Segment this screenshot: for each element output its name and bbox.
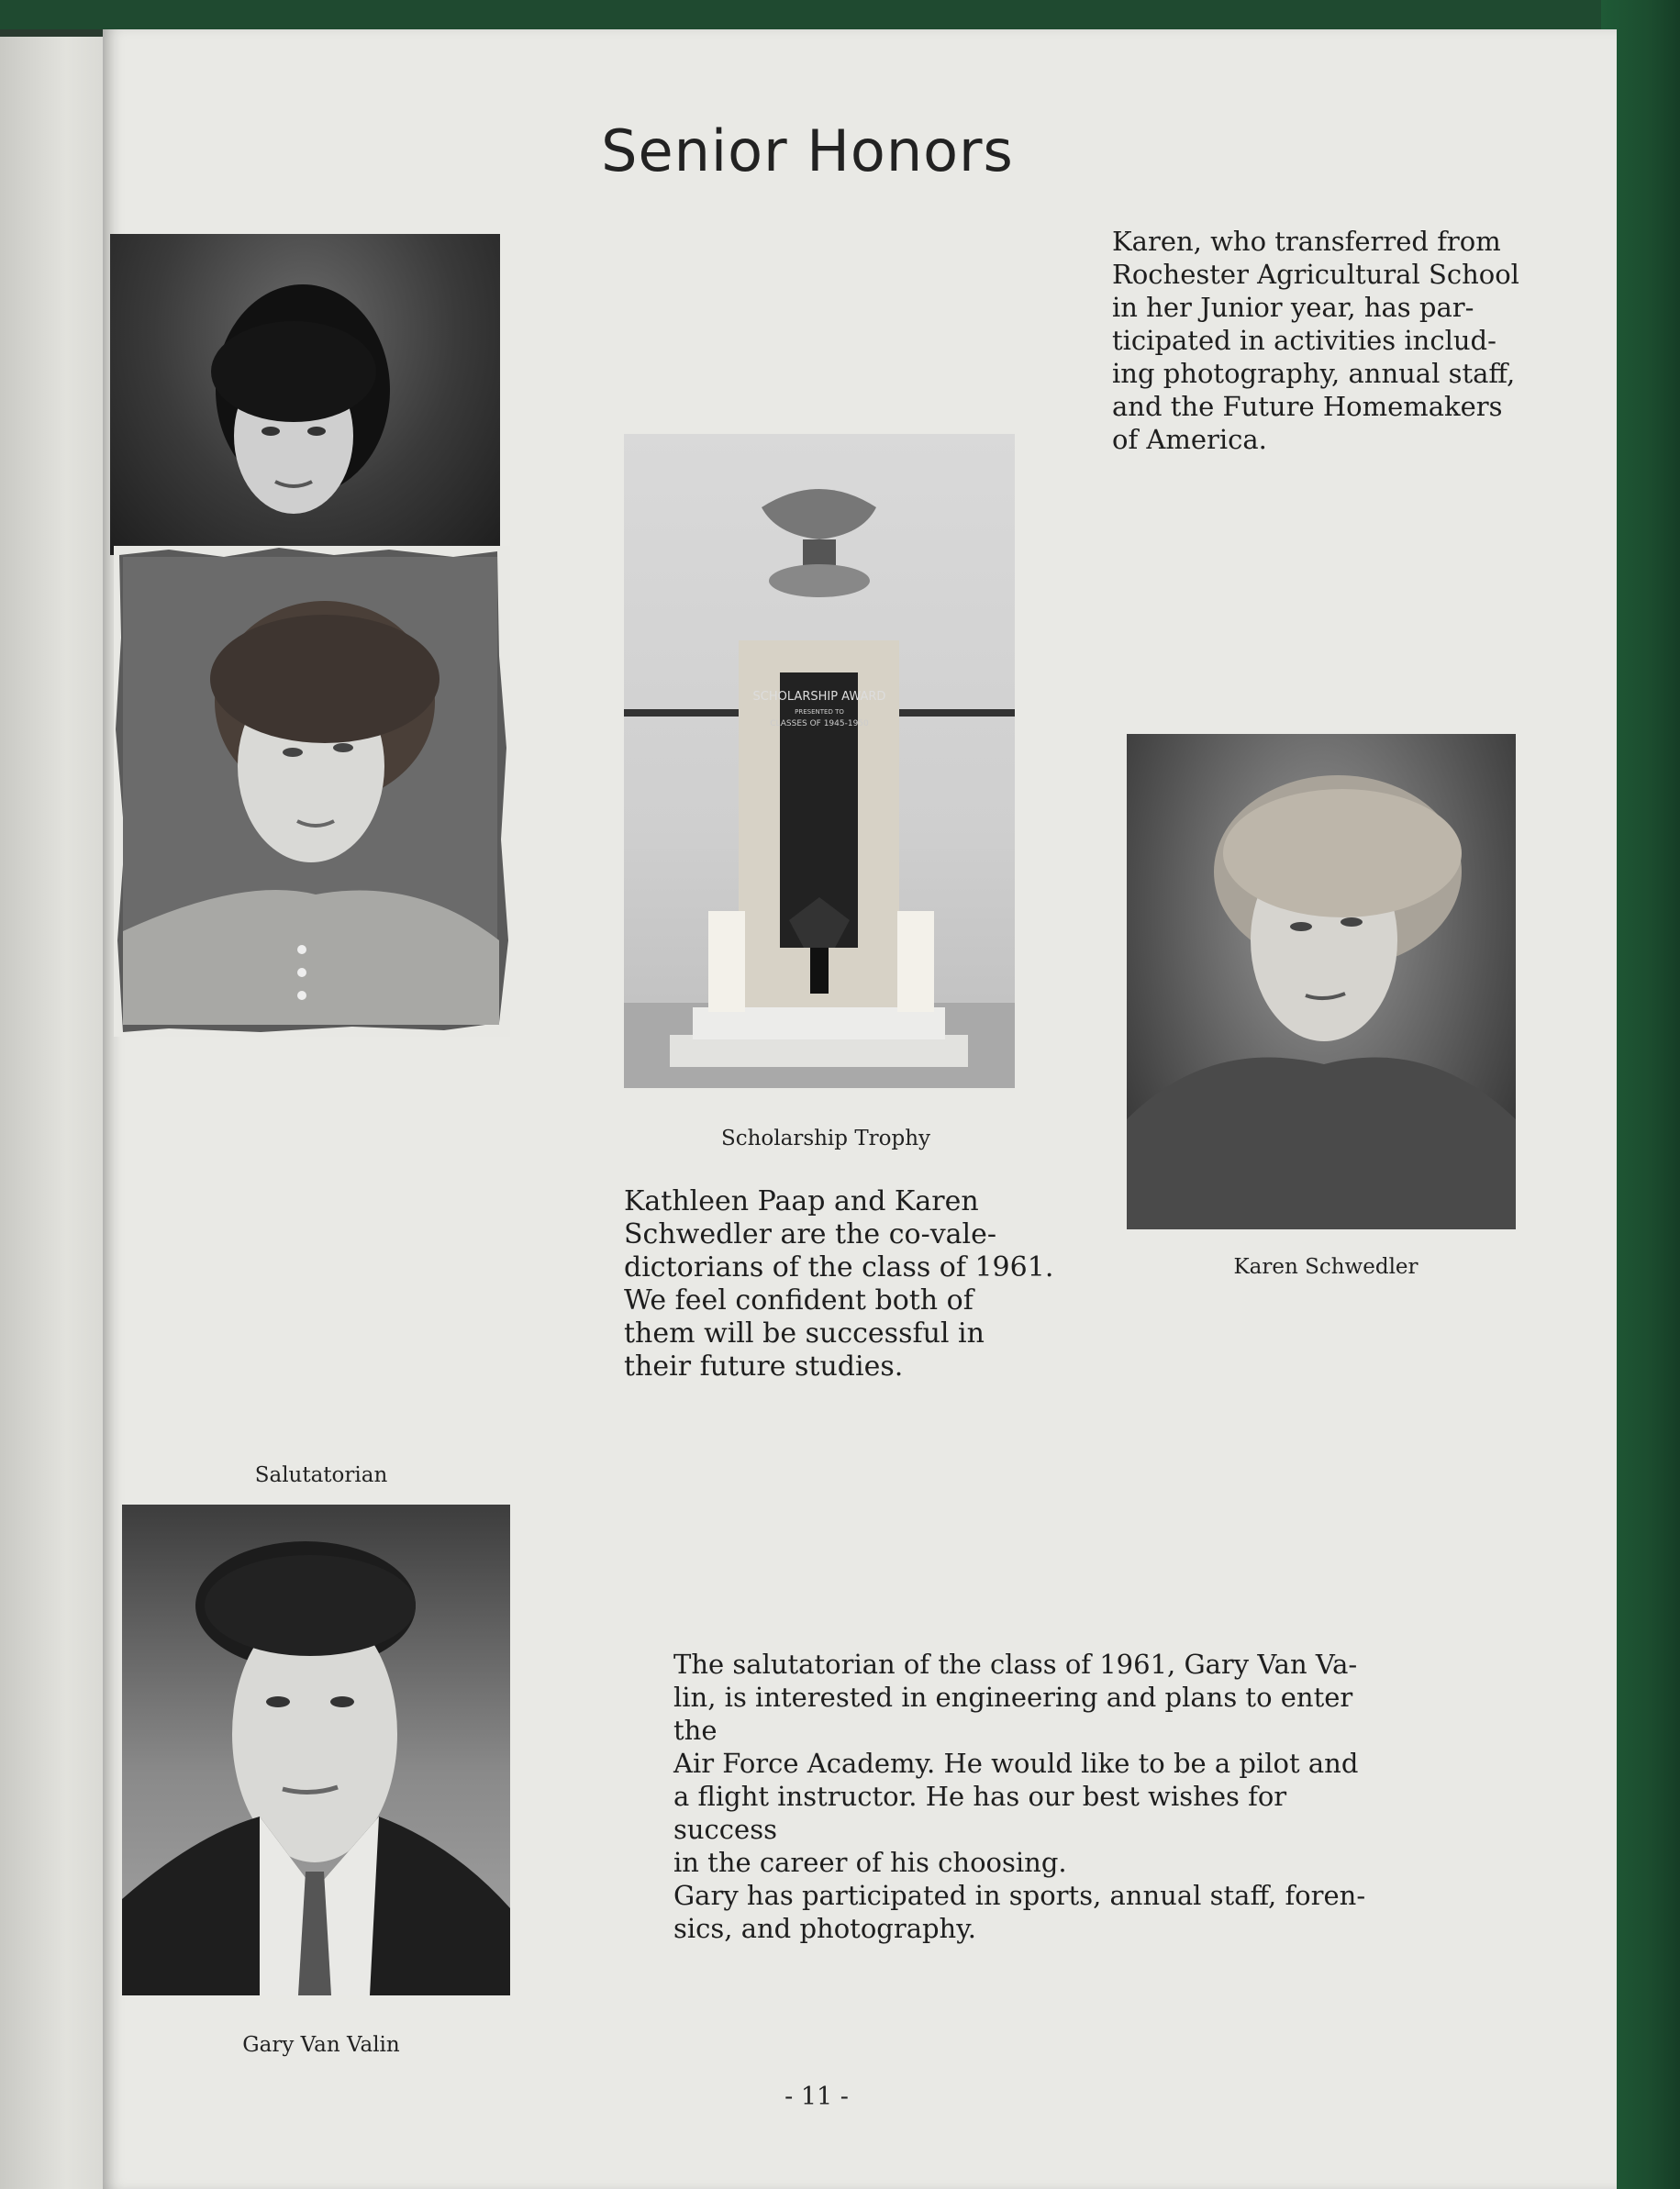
- facing-page-edge: [0, 37, 110, 2189]
- portrait-photo-top: [110, 234, 500, 555]
- gary-caption: Gary Van Valin: [242, 2033, 400, 2057]
- karen-caption: Karen Schwedler: [1233, 1255, 1419, 1279]
- gary-portrait-photo: [122, 1505, 510, 1995]
- text-line: sics, and photography.: [673, 1913, 976, 1944]
- text-line: The salutatorian of the class of 1961, Gary Van Va-: [673, 1649, 1358, 1680]
- cover-top-edge: [0, 0, 1680, 29]
- portrait-illustration: [122, 1505, 510, 1995]
- portrait-photo-torn: [114, 546, 510, 1037]
- portrait-illustration: [114, 546, 510, 1037]
- text-line: their future studies.: [624, 1350, 904, 1383]
- plaque-sub: PRESENTED TO: [795, 708, 844, 716]
- text-line: lin, is interested in engineering and plans to enter the: [673, 1682, 1353, 1746]
- trophy-illustration: [624, 434, 1015, 1088]
- text-line: Air Force Academy. He would like to be a pilot and: [673, 1748, 1359, 1779]
- text-line: ing photography, annual staff,: [1112, 358, 1516, 389]
- page-title: Senior Honors: [601, 117, 1014, 184]
- covaledictorians-text: [624, 1185, 1055, 1383]
- text-line: dictorians of the class of 1961.: [624, 1251, 1054, 1283]
- salutatorian-label: Salutatorian: [254, 1463, 388, 1487]
- text-line: in the career of his choosing.: [673, 1847, 1067, 1878]
- text-line: Karen, who transferred from: [1112, 226, 1501, 257]
- text-line: Kathleen Paap and Karen: [624, 1185, 979, 1217]
- portrait-illustration: [110, 234, 500, 555]
- karen-portrait-photo: [1127, 734, 1516, 1229]
- text-line: Rochester Agricultural School: [1112, 259, 1519, 290]
- text-line: a flight instructor. He has our best wishes for success: [673, 1781, 1287, 1845]
- trophy-photo: [624, 434, 1015, 1088]
- trophy-caption: Scholarship Trophy: [720, 1127, 931, 1150]
- text-line: ticipated in activities includ-: [1112, 325, 1496, 356]
- text-line: in her Junior year, has par-: [1112, 292, 1474, 323]
- plaque-heading: SCHOLARSHIP AWARD: [752, 690, 886, 704]
- text-line: them will be successful in: [624, 1317, 985, 1350]
- plaque-classes: CLASSES OF 1945-1950: [770, 719, 869, 728]
- portrait-illustration: [1127, 734, 1516, 1229]
- gary-bio: [673, 1648, 1398, 1945]
- text-line: of America.: [1112, 424, 1267, 455]
- karen-bio: [1112, 225, 1543, 456]
- text-line: Gary has participated in sports, annual staff, foren-: [673, 1880, 1366, 1911]
- text-line: and the Future Homemakers: [1112, 391, 1503, 422]
- page-number: - 11 -: [784, 2083, 849, 2111]
- text-line: Schwedler are the co-vale-: [624, 1218, 997, 1250]
- text-line: We feel confident both of: [624, 1284, 974, 1317]
